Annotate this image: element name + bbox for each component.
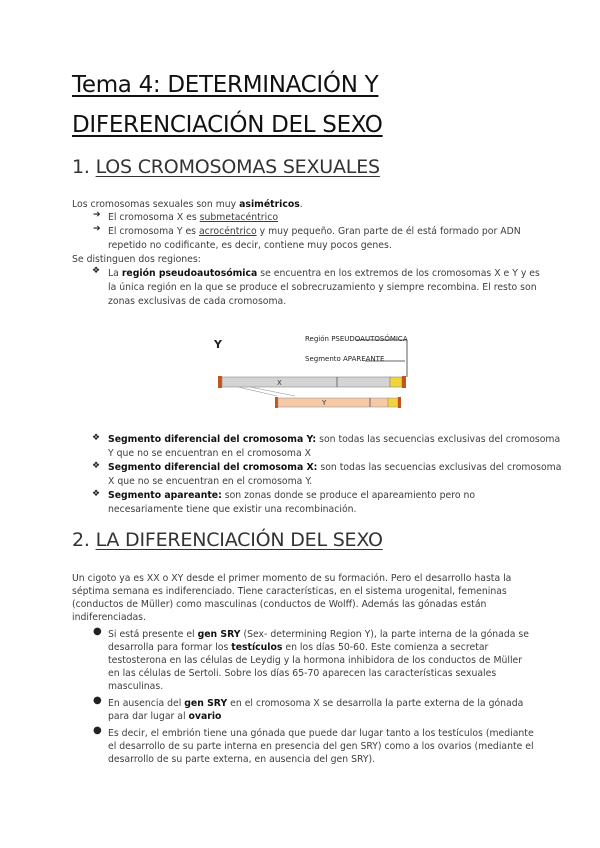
bullet1-line5: masculinas. (108, 681, 164, 692)
y-chromosome-end-right (398, 397, 401, 408)
arrow-bullet-icon: ➔ (93, 210, 101, 220)
x-chromosome-end-left (218, 376, 222, 388)
distinguish-text: Se distinguen dos regiones: (72, 254, 201, 265)
bullet1-text: Si está presente el (108, 629, 198, 640)
y-chromosome-pseudo-region (388, 398, 398, 407)
arrow-bullet-icon: ➔ (93, 224, 101, 234)
pairing-line2: necesariamente tiene que existir una recombinación. (108, 504, 357, 515)
arrow-item-text: El cromosoma X es (108, 212, 200, 223)
region-line2: la única región en la que se produce el sobrecruzamiento y siempre recombina. El resto son (108, 282, 537, 293)
diamond-bullet-icon: ❖ (92, 433, 101, 443)
bullet1-line1 (108, 628, 529, 642)
bullet3-line2: el desarrollo de su parte interna en presencia del gen SRY) como a los ovarios (mediante el (108, 741, 534, 752)
bullet2-line1 (108, 697, 523, 711)
section1-intro (72, 198, 303, 212)
section2-intro-line1: Un cigoto ya es XX o XY desde el primer momento de su formación. Pero el desarrollo hasta la (72, 573, 512, 584)
page-title-line1: Tema 4: DETERMINACIÓN Y (72, 72, 379, 98)
section1-heading (72, 156, 380, 178)
bullet2-line2 (108, 710, 221, 724)
x-chrom-label: X (277, 379, 282, 387)
region-bold: región pseudoautosómica (121, 268, 258, 279)
bullet1-bold: testículos (231, 642, 283, 653)
legend-pairing: Segmento APAREANTE (305, 355, 385, 363)
diff-x-line1 (108, 461, 561, 475)
region-text: La (108, 268, 122, 279)
dot-bullet-icon: ● (93, 626, 102, 637)
diff-x-bold: Segmento diferencial del cromosoma X: (108, 462, 318, 473)
y-chromosome-end-left (275, 397, 278, 408)
region-line3: zonas exclusivas de cada cromosoma. (108, 296, 287, 307)
x-chromosome (222, 377, 390, 387)
bullet2-text: en el cromosoma X se desarrolla la parte externa de la gónada (227, 698, 524, 709)
bullet1-line2 (108, 641, 488, 655)
section2-intro-line4: indiferenciadas. (72, 612, 146, 623)
region-line1 (108, 267, 540, 281)
legend-pseudo: Región PSEUDOAUTOSÓMICA (305, 335, 408, 343)
section2-number: 2. (72, 529, 90, 551)
figure-y-label: Y (214, 338, 222, 351)
pairing-bold: Segmento apareante: (108, 490, 222, 501)
intro-text: Los cromosomas sexuales son muy (72, 199, 240, 210)
page-title-line2: DIFERENCIACIÓN DEL SEXO (72, 112, 383, 138)
diamond-bullet-icon: ❖ (92, 461, 101, 471)
arrow-item-term: submetacéntrico (199, 212, 279, 223)
pairing-text: son zonas donde se produce el apareamiento pero no (221, 490, 476, 501)
bullet1-text: en los días 50-60. Este comienza a secretar (282, 642, 489, 653)
diff-x-text: son todas las secuencias exclusivas del cromosoma (317, 462, 562, 473)
diamond-bullet-icon: ❖ (92, 489, 101, 499)
x-chromosome-pseudo-region (390, 377, 402, 387)
arrow-item-text: y muy pequeño. Gran parte de él está formado por ADN (256, 226, 521, 237)
section2-intro-line3: (conductos de Müller) como masculinas (conductos de Wolff). Además las gónadas están (72, 599, 487, 610)
bullet2-bold: ovario (188, 711, 222, 722)
diff-y-line2: Y que no se encuentran en el cromosoma X (108, 448, 311, 459)
bullet1-line4: en las células de Sertoli. Sobre los días 65-70 aparecen las características sexuales (108, 668, 497, 679)
bullet2-text: para dar lugar al (108, 711, 189, 722)
section1-title: LOS CROMOSOMAS SEXUALES (95, 156, 380, 178)
arrow-item-text: El cromosoma Y es (108, 226, 199, 237)
section1-number: 1. (72, 156, 90, 178)
region-text: se encuentra en los extremos de los cromosomas X e Y y es (257, 268, 540, 279)
bullet1-text: desarrolla para formar los (108, 642, 232, 653)
arrow-item-term: acrocéntrico (198, 226, 257, 237)
diff-y-bold: Segmento diferencial del cromosoma Y: (108, 434, 317, 445)
chromosome-figure (205, 330, 425, 415)
bullet2-text: En ausencia del (108, 698, 185, 709)
diff-y-line1 (108, 433, 560, 447)
x-chromosome-end-right (402, 376, 406, 388)
y-chromosome (278, 398, 388, 407)
arrow-item-y-line2: repetido no codificante, es decir, contiene muy pocos genes. (108, 240, 392, 251)
bullet3-line1: Es decir, el embrión tiene una gónada que puede dar lugar tanto a los testículos (mediante (108, 728, 534, 739)
arrow-item-x (108, 211, 278, 225)
pairing-line1 (108, 489, 475, 503)
diff-x-line2: X que no se encuentran en el cromosoma Y. (108, 476, 313, 487)
bullet2-bold: gen SRY (184, 698, 228, 709)
bullet1-bold: gen SRY (197, 629, 241, 640)
diamond-bullet-icon: ❖ (92, 266, 101, 276)
section2-title: LA DIFERENCIACIÓN DEL SEXO (95, 529, 383, 551)
diff-y-text: son todas las secuencias exclusivas del cromosoma (316, 434, 561, 445)
bullet1-line3: testosterona en las células de Leydig y la hormona inhibidora de los conductos de Müller (108, 655, 523, 666)
dot-bullet-icon: ● (93, 725, 102, 736)
section2-intro-line2: séptima semana es indiferenciado. Tiene características, en el sistema urogenital, femeninas (72, 586, 507, 597)
arrow-item-y (108, 225, 521, 239)
dot-bullet-icon: ● (93, 695, 102, 706)
section2-heading (72, 529, 383, 551)
bullet3-line3: desarrollo de su parte externa, en ausencia del gen SRY). (108, 754, 376, 765)
y-chrom-label: Y (322, 399, 327, 407)
intro-bold: asimétricos (239, 199, 300, 210)
intro-period: . (299, 199, 303, 210)
bullet1-text: (Sex- determining Region Y), la parte interna de la gónada se (240, 629, 529, 640)
